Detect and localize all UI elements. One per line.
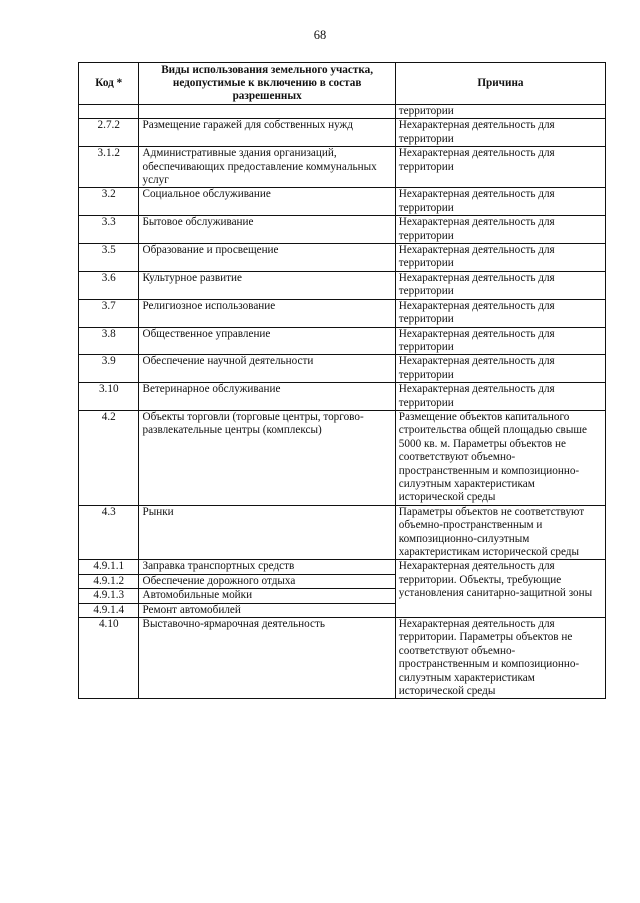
row-kind: Обеспечение научной деятельности bbox=[139, 355, 395, 383]
row-code: 3.6 bbox=[79, 271, 139, 299]
row-kind: Обеспечение дорожного отдыха bbox=[139, 574, 395, 588]
row-code: 3.5 bbox=[79, 244, 139, 272]
row-kind: Социальное обслуживание bbox=[139, 188, 395, 216]
table-row bbox=[79, 299, 606, 327]
row-reason: Нехарактерная деятельность для территории bbox=[395, 383, 605, 411]
table-row bbox=[79, 216, 606, 244]
row-kind: Бытовое обслуживание bbox=[139, 216, 395, 244]
row-code: 4.10 bbox=[79, 618, 139, 699]
row-reason: Нехарактерная деятельность для территории. Параметры объектов не соответствуют объемно-пространственным и композиционно-силуэтным характеристикам исторической среды bbox=[395, 618, 605, 699]
row-reason: Нехарактерная деятельность для территории bbox=[395, 216, 605, 244]
row-code: 3.10 bbox=[79, 383, 139, 411]
header-reason: Причина bbox=[395, 63, 605, 105]
row-code: 3.8 bbox=[79, 327, 139, 355]
table-row bbox=[79, 505, 606, 560]
row-code: 4.2 bbox=[79, 410, 139, 505]
header-kind: Виды использования земельного участка, недопустимые к включению в состав разрешенных bbox=[139, 63, 395, 105]
row-kind: Объекты торговли (торговые центры, торгово-развлекательные центры (комплексы) bbox=[139, 410, 395, 505]
row-code: 4.9.1.1 bbox=[79, 560, 139, 574]
table-row bbox=[79, 560, 606, 574]
row-code: 4.3 bbox=[79, 505, 139, 560]
row-code: 3.1.2 bbox=[79, 147, 139, 188]
row-reason: Нехарактерная деятельность для территории bbox=[395, 188, 605, 216]
table-row bbox=[79, 618, 606, 699]
row-code: 3.7 bbox=[79, 299, 139, 327]
row-kind: Ремонт автомобилей bbox=[139, 603, 395, 617]
row-code: 3.3 bbox=[79, 216, 139, 244]
row-code: 2.7.2 bbox=[79, 119, 139, 147]
table-row bbox=[79, 355, 606, 383]
row-kind: Заправка транспортных средств bbox=[139, 560, 395, 574]
row-kind: Рынки bbox=[139, 505, 395, 560]
row-kind: Культурное развитие bbox=[139, 271, 395, 299]
table-row bbox=[79, 244, 606, 272]
page-number: 68 bbox=[313, 28, 327, 42]
row-reason: Нехарактерная деятельность для территории bbox=[395, 355, 605, 383]
continuation-row bbox=[79, 105, 606, 119]
row-kind: Ветеринарное обслуживание bbox=[139, 383, 395, 411]
table-header-row bbox=[79, 63, 606, 105]
row-kind: Общественное управление bbox=[139, 327, 395, 355]
row-code: 3.9 bbox=[79, 355, 139, 383]
header-code: Код * bbox=[79, 63, 139, 105]
row-code: 4.9.1.3 bbox=[79, 589, 139, 603]
table-row bbox=[79, 410, 606, 505]
table-row bbox=[79, 383, 606, 411]
land-use-table bbox=[78, 62, 606, 699]
row-kind: Размещение гаражей для собственных нужд bbox=[139, 119, 395, 147]
row-kind: Административные здания организаций, обеспечивающих предоставление коммунальных услуг bbox=[139, 147, 395, 188]
row-code: 4.9.1.4 bbox=[79, 603, 139, 617]
table-row bbox=[79, 147, 606, 188]
row-reason: Нехарактерная деятельность для территории bbox=[395, 271, 605, 299]
row-kind: Образование и просвещение bbox=[139, 244, 395, 272]
row-reason: Нехарактерная деятельность для территории bbox=[395, 147, 605, 188]
row-reason: Нехарактерная деятельность для территории bbox=[395, 119, 605, 147]
row-reason: Размещение объектов капитального строительства общей площадью свыше 5000 кв. м. Параметры объектов не соответствуют объемно-пространственным и композиционно-силуэтным характеристикам исторической среды bbox=[395, 410, 605, 505]
table-row bbox=[79, 188, 606, 216]
row-kind: Религиозное использование bbox=[139, 299, 395, 327]
row-kind: Автомобильные мойки bbox=[139, 589, 395, 603]
row-reason: Нехарактерная деятельность для территории bbox=[395, 327, 605, 355]
row-reason: Параметры объектов не соответствуют объемно-пространственным и композиционно-силуэтным характеристикам исторической среды bbox=[395, 505, 605, 560]
row-kind: Выставочно-ярмарочная деятельность bbox=[139, 618, 395, 699]
table-row bbox=[79, 327, 606, 355]
table-row bbox=[79, 271, 606, 299]
row-code: 3.2 bbox=[79, 188, 139, 216]
table-row bbox=[79, 119, 606, 147]
row-code: 4.9.1.2 bbox=[79, 574, 139, 588]
continuation-text: территории bbox=[395, 105, 605, 119]
row-reason: Нехарактерная деятельность для территории bbox=[395, 299, 605, 327]
group-reason: Нехарактерная деятельность для территории. Объекты, требующие установления санитарно-защитной зоны bbox=[395, 560, 605, 618]
row-reason: Нехарактерная деятельность для территории bbox=[395, 244, 605, 272]
